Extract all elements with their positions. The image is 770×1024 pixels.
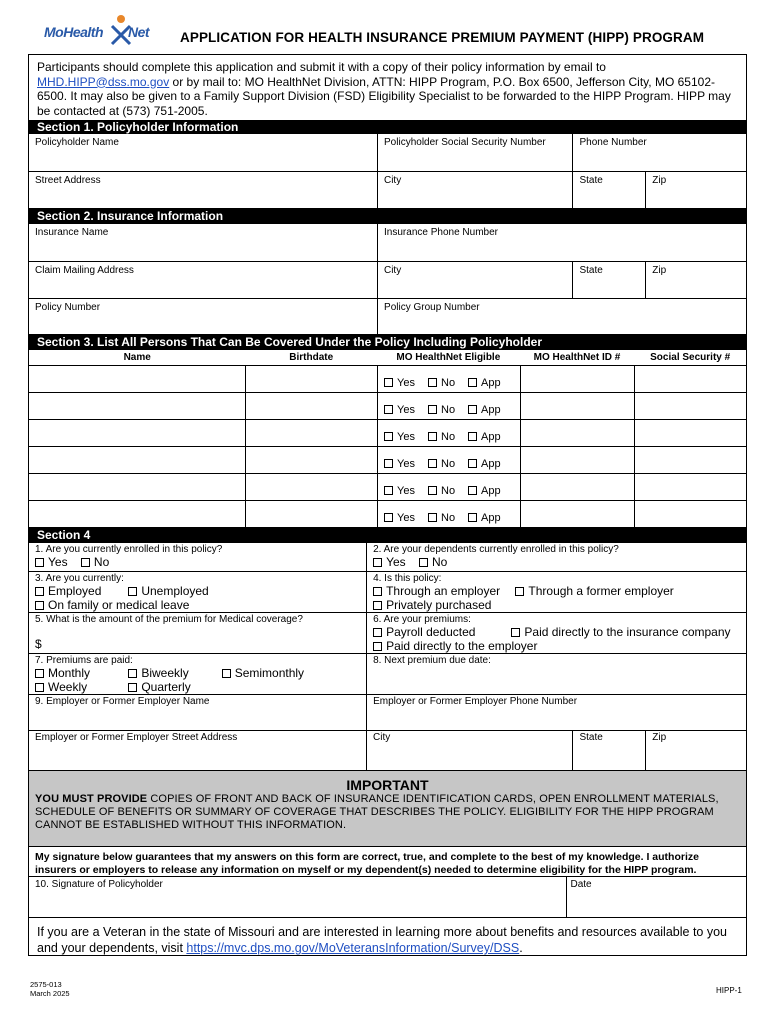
payroll-label: Payroll deducted [386,625,476,639]
q8-cell[interactable] [366,654,746,694]
birthdate-cell[interactable] [245,420,377,446]
signature-row [29,876,746,917]
state-label: State [579,175,603,186]
id-cell[interactable] [520,447,635,473]
privately-purchased-checkbox[interactable] [373,598,491,612]
insurance-state-field[interactable] [572,262,645,298]
section4-row2 [29,571,746,612]
family-leave-checkbox[interactable] [35,598,189,612]
eligible-cell [377,420,520,446]
ssn-cell[interactable] [634,501,746,527]
important-bold: YOU MUST PROVIDE [35,793,148,805]
city-field[interactable] [377,172,572,208]
section2-row3 [29,298,746,334]
q3-cell [29,572,366,612]
intro-line1: Participants should complete this application and submit it with a copy of their policy information by email to [37,60,606,74]
eligible-cell [377,501,520,527]
app-checkbox[interactable] [468,404,501,416]
employer-name-field[interactable] [29,695,366,730]
insurance-state-label: State [579,265,603,276]
eligible-cell [377,474,520,500]
quarterly-label: Quarterly [141,680,191,694]
veteran-text: If you are a Veteran in the state of Missouri and are interested in learning more about benefits and resources available to you and your dependents, visit [37,925,727,955]
former-employer-checkbox[interactable] [515,584,673,598]
yes-label: Yes [397,512,415,524]
eligible-cell [377,447,520,473]
section4-row5 [29,694,746,730]
employer-state-field[interactable] [572,731,645,770]
yes-label: Yes [397,404,415,416]
app-label: App [481,404,501,416]
semimonthly-label: Semimonthly [234,666,305,680]
no-label: No [441,377,456,389]
logo-text-mohealth: MoHealth [44,24,103,40]
employer-city-label: City [373,732,391,743]
section3-header: Section 3. List All Persons That Can Be Covered Under the Policy Including Policyholder [29,334,746,350]
section4-row3 [29,612,746,653]
group-number-label: Policy Group Number [384,302,480,313]
q2-no-label: No [431,555,448,569]
paid-employer-checkbox[interactable] [373,639,537,653]
no-label: No [441,485,456,497]
biweekly-label: Biweekly [141,666,189,680]
signature-date-field[interactable] [566,877,747,917]
dollar-sign: $ [35,637,42,651]
monthly-label: Monthly [48,666,91,680]
semimonthly-checkbox[interactable] [222,666,304,680]
insurance-city-field[interactable] [377,262,572,298]
policyholder-name-field[interactable] [29,134,377,171]
group-number-field[interactable] [377,299,746,334]
app-label: App [481,512,501,524]
ssn-cell[interactable] [634,393,746,419]
intro-line2: or by mail to: MO HealthNet Division, ATTN: HIPP Program, P.O. Box 6500, Jefferson City, MO 65102-6500. It may also be given to a Family Support Division (FSD) Eligibility Specialist to be forwarded to the HIPP Program. HIPP may be contacted at (573) 751-2005. [37,74,731,118]
employer-phone-field[interactable] [366,695,746,730]
app-checkbox[interactable] [468,431,501,443]
id-cell[interactable] [520,501,635,527]
employer-state-label: State [579,732,603,743]
no-checkbox[interactable] [428,485,468,497]
employer-street-field[interactable] [29,731,366,770]
q1-cell [29,543,366,571]
privately-purchased-label: Privately purchased [386,598,492,612]
application-form [28,54,747,956]
app-label: App [481,485,501,497]
section3-rows [29,365,746,527]
section2-header: Section 2. Insurance Information [29,208,746,224]
app-checkbox[interactable] [468,512,501,524]
q6-cell [366,613,746,653]
person-name-cell[interactable] [29,420,245,446]
no-checkbox[interactable] [428,377,468,389]
veteran-end: . [519,941,523,955]
yes-label: Yes [397,431,415,443]
ssn-cell[interactable] [634,420,746,446]
no-label: No [441,512,456,524]
yes-label: Yes [397,377,415,389]
no-label: No [441,404,456,416]
no-checkbox[interactable] [428,404,468,416]
section4-row6 [29,730,746,770]
app-checkbox[interactable] [468,458,501,470]
app-checkbox[interactable] [468,377,501,389]
zip-label: Zip [652,175,667,186]
person-name-cell[interactable] [29,447,245,473]
logo-text-net: Net [128,24,150,40]
section3-column-headers [29,350,746,365]
claim-address-field[interactable] [29,262,377,298]
former-employer-label: Through a former employer [528,584,674,598]
section1-header: Section 1. Policyholder Information [29,120,746,134]
yes-checkbox[interactable] [384,404,428,416]
through-employer-checkbox[interactable] [373,584,512,598]
section4-header: Section 4 [29,527,746,543]
q1-no-checkbox[interactable] [81,555,109,569]
payroll-checkbox[interactable] [373,625,508,639]
col-eligible: MO HealthNet Eligible [396,352,501,363]
birthdate-cell[interactable] [245,501,377,527]
signature-date-label: Date [570,879,592,890]
signature-label: 10. Signature of Policyholder [35,879,163,890]
unemployed-checkbox[interactable] [128,584,208,598]
weekly-checkbox[interactable] [35,680,125,694]
employer-name-label: 9. Employer or Former Employer Name [35,696,210,707]
q3-label: 3. Are you currently: [35,573,124,584]
city-label: City [383,175,402,186]
ssn-cell[interactable] [634,474,746,500]
q1-yes-checkbox[interactable] [35,555,68,569]
person-name-cell[interactable] [29,393,245,419]
policyholder-name-label: Policyholder Name [35,137,119,148]
employed-label: Employed [48,584,102,598]
yes-checkbox[interactable] [384,431,428,443]
col-name: Name [123,352,151,363]
section4-row4 [29,653,746,694]
section4-row1 [29,543,746,571]
section1-row2 [29,171,746,208]
person-name-cell[interactable] [29,501,245,527]
id-cell[interactable] [520,366,635,392]
ssn-cell[interactable] [634,447,746,473]
yes-checkbox[interactable] [384,377,428,389]
policyholder-ssn-field[interactable] [377,134,572,171]
app-label: App [481,377,501,389]
person-name-cell[interactable] [29,366,245,392]
section2-row2 [29,261,746,298]
unemployed-label: Unemployed [141,584,209,598]
mohealthnet-logo [44,18,162,48]
birthdate-cell[interactable] [245,366,377,392]
street-address-field[interactable] [29,172,377,208]
eligible-cell [377,366,520,392]
ssn-cell[interactable] [634,366,746,392]
table-row [29,392,746,419]
through-employer-label: Through an employer [386,584,501,598]
hipp-email-link[interactable]: MHD.HIPP@dss.mo.gov [37,74,170,89]
no-label: No [441,458,456,470]
paid-company-checkbox[interactable] [511,625,730,639]
yes-label: Yes [397,458,415,470]
q4-cell [366,572,746,612]
important-body: COPIES OF FRONT AND BACK OF INSURANCE IDENTIFICATION CARDS, OPEN ENROLLMENT MATERIALS, SCHEDULE OF BENEFITS OR SUMMARY OF COVERAGE THAT DESCRIBES THE POLICY. ELIGIBILITY FOR THE HIPP PROGRAM CANNOT BE ESTABLISHED WITHOUT THIS INFORMATION. [35,793,719,831]
form-date: March 2025 [30,989,70,998]
table-row [29,419,746,446]
form-code: HIPP-1 [716,986,742,995]
policy-number-label: Policy Number [35,302,101,313]
state-field[interactable] [572,172,645,208]
employer-street-label: Employer or Former Employer Street Address [35,732,238,743]
birthdate-cell[interactable] [245,393,377,419]
veteran-survey-link[interactable]: https://mvc.dps.mo.gov/MoVeteransInformation/Survey/DSS [186,941,520,955]
signature-field[interactable] [29,877,566,917]
employer-zip-label: Zip [652,732,667,743]
insurance-zip-label: Zip [652,265,667,276]
paid-employer-label: Paid directly to the employer [386,639,538,653]
yes-checkbox[interactable] [384,458,428,470]
q1-yes-label: Yes [48,555,68,569]
birthdate-cell[interactable] [245,447,377,473]
policyholder-ssn-label: Policyholder Social Security Number [384,137,546,148]
col-birthdate: Birthdate [289,352,334,363]
important-notice [29,770,746,846]
q1-no-label: No [93,555,110,569]
no-checkbox[interactable] [428,512,468,524]
app-label: App [481,458,501,470]
street-address-label: Street Address [35,175,101,186]
employer-zip-field[interactable] [645,731,746,770]
veteran-notice [29,917,746,955]
q7-cell [29,654,366,694]
employed-checkbox[interactable] [35,584,125,598]
no-label: No [441,431,456,443]
policy-number-field[interactable] [29,299,377,334]
employer-city-field[interactable] [366,731,572,770]
person-name-cell[interactable] [29,474,245,500]
q2-yes-checkbox[interactable] [373,555,406,569]
form-footer-left [30,980,70,998]
insurance-name-field[interactable] [29,224,377,261]
q7-label: 7. Premiums are paid: [35,655,133,666]
eligible-cell [377,393,520,419]
insurance-phone-field[interactable] [377,224,746,261]
q2-label: 2. Are your dependents currently enrolled in this policy? [373,544,619,555]
q6-label: 6. Are your premiums: [373,614,471,625]
employer-phone-label: Employer or Former Employer Phone Number [373,696,578,707]
q5-label: 5. What is the amount of the premium for Medical coverage? [35,614,303,625]
table-row [29,446,746,473]
yes-checkbox[interactable] [384,485,428,497]
claim-address-label: Claim Mailing Address [35,265,134,276]
id-cell[interactable] [520,474,635,500]
insurance-phone-label: Insurance Phone Number [384,227,498,238]
section2-row1 [29,224,746,261]
app-label: App [481,431,501,443]
important-text [29,793,746,832]
important-heading: IMPORTANT [346,777,429,793]
birthdate-cell[interactable] [245,474,377,500]
signature-statement: My signature below guarantees that my answers on this form are correct, true, and complete to the best of my knowledge. I authorize insurers or employers to release any information on myself or my dependent(s) needed to determine eligibility for the HIPP program. [29,846,746,876]
section1-row1 [29,134,746,171]
no-checkbox[interactable] [428,458,468,470]
phone-number-field[interactable] [572,134,746,171]
q1-label: 1. Are you currently enrolled in this policy? [35,544,223,555]
table-row [29,473,746,500]
id-cell[interactable] [520,393,635,419]
insurance-city-label: City [383,265,402,276]
id-cell[interactable] [520,420,635,446]
q2-cell [366,543,746,571]
family-leave-label: On family or medical leave [48,598,190,612]
yes-label: Yes [397,485,415,497]
q4-label: 4. Is this policy: [373,573,442,584]
weekly-label: Weekly [48,680,88,694]
zip-field[interactable] [645,172,746,208]
yes-checkbox[interactable] [384,512,428,524]
form-number: 2575-013 [30,980,62,989]
col-ssn: Social Security # [650,352,731,363]
phone-number-label: Phone Number [579,137,647,148]
q2-yes-label: Yes [386,555,406,569]
no-checkbox[interactable] [428,431,468,443]
app-checkbox[interactable] [468,485,501,497]
table-row [29,365,746,392]
insurance-zip-field[interactable] [645,262,746,298]
q8-label: 8. Next premium due date: [373,655,491,666]
biweekly-checkbox[interactable] [128,666,218,680]
paid-company-label: Paid directly to the insurance company [524,625,731,639]
monthly-checkbox[interactable] [35,666,125,680]
page-title: APPLICATION FOR HEALTH INSURANCE PREMIUM PAYMENT (HIPP) PROGRAM [180,30,705,45]
insurance-name-label: Insurance Name [35,227,109,238]
quarterly-checkbox[interactable] [128,680,190,694]
table-row [29,500,746,527]
q5-cell[interactable] [29,613,366,653]
q2-no-checkbox[interactable] [419,555,447,569]
intro-paragraph [29,55,746,120]
col-mohealthnet-id: MO HealthNet ID # [533,352,621,363]
